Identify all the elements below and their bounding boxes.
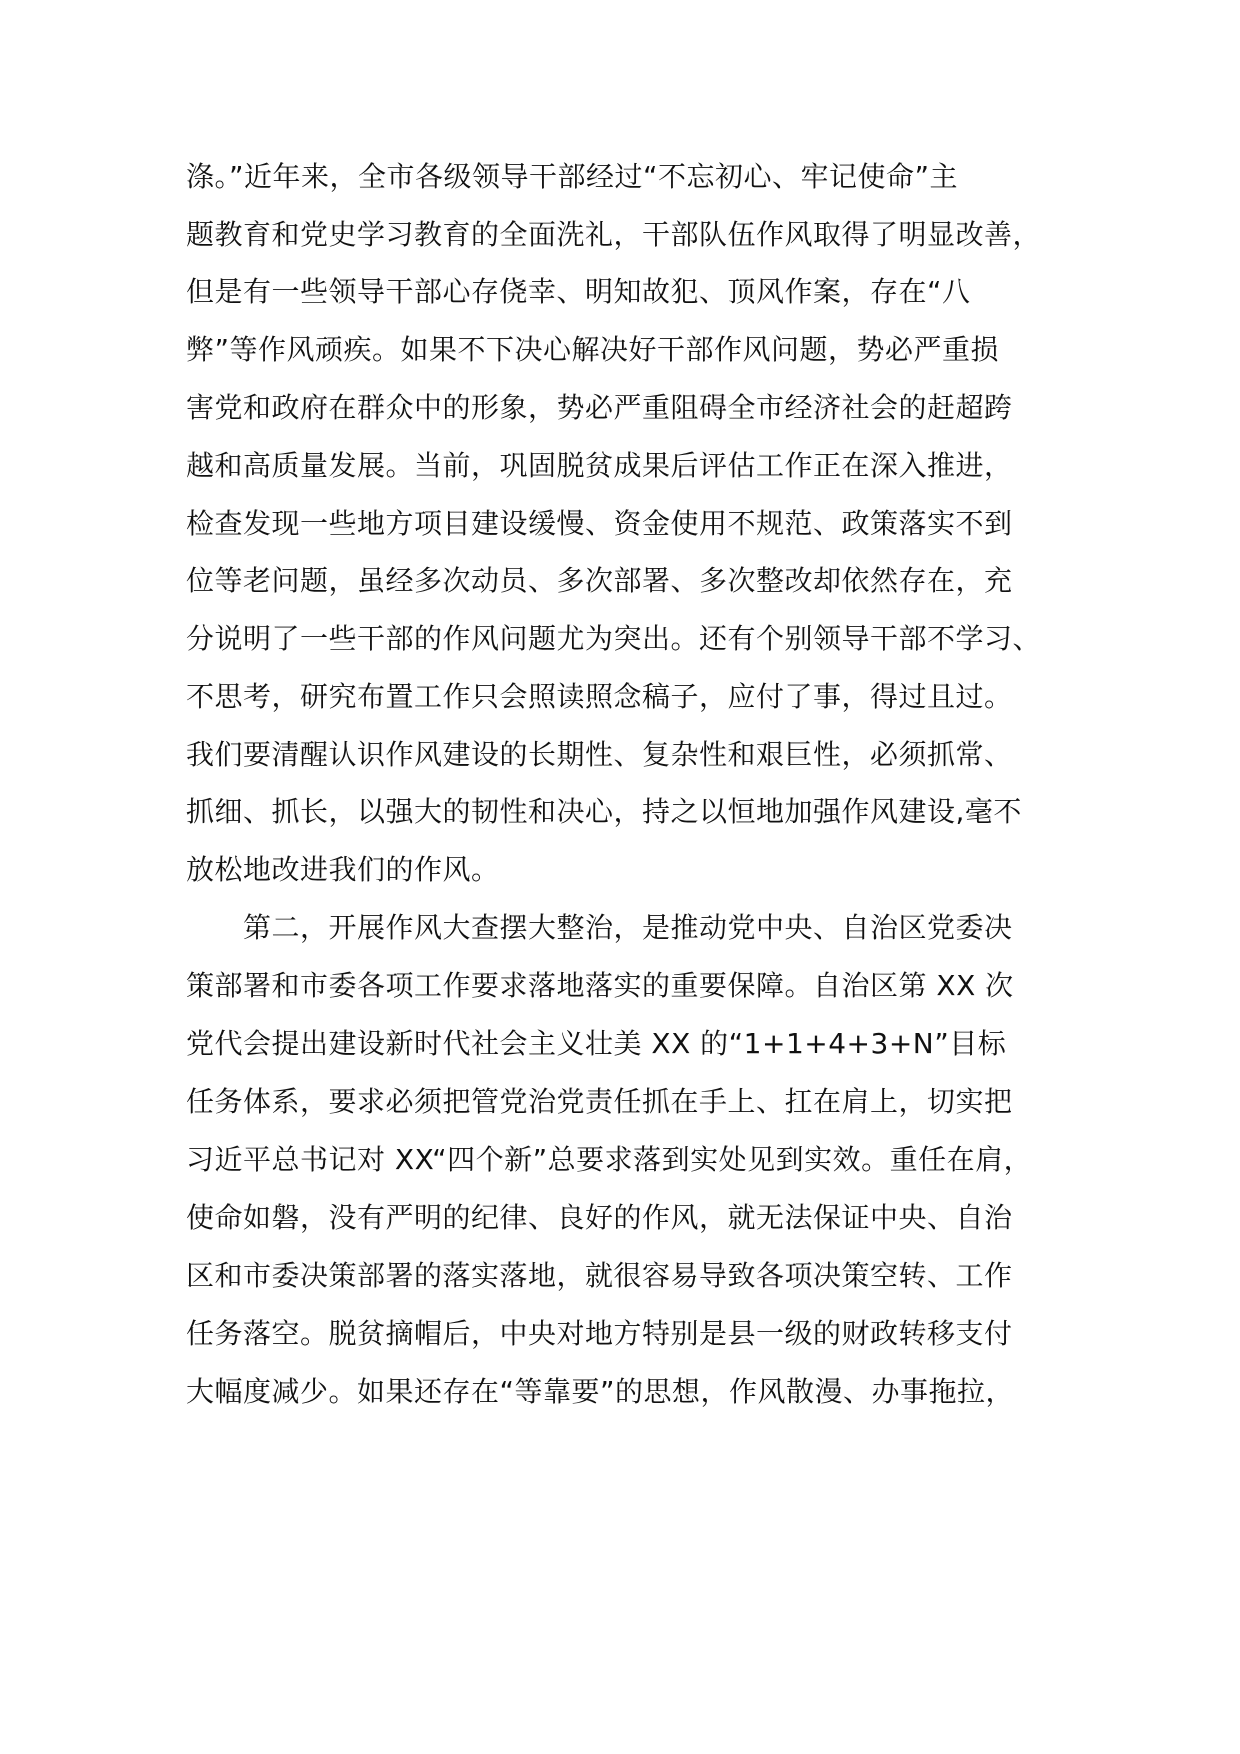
text-line: 党代会提出建设新时代社会主义壮美 XX 的“1+1+4+3+N”目标 xyxy=(186,1027,1007,1060)
text-line: 任务落空。脱贫摘帽后，中央对地方特别是县一级的财政转移支付 xyxy=(186,1317,1013,1350)
text-line: 题教育和党史学习教育的全面洗礼，干部队伍作风取得了明显改善， xyxy=(186,218,1042,251)
text-line: 使命如磐，没有严明的纪律、良好的作风，就无法保证中央、自治 xyxy=(186,1201,1013,1234)
text-line: 大幅度减少。如果还存在“等靠要”的思想，作风散漫、办事拖拉， xyxy=(186,1375,1015,1408)
paragraph-start-line: 第二，开展作风大查摆大整治，是推动党中央、自治区党委决 xyxy=(243,911,1013,944)
text-line: 检查发现一些地方项目建设缓慢、资金使用不规范、政策落实不到 xyxy=(186,507,1013,540)
text-line: 放松地改进我们的作风。 xyxy=(186,853,500,886)
text-line: 抓细、抓长，以强大的韧性和决心，持之以恒地加强作风建设,毫不 xyxy=(186,795,1022,828)
text-line: 涤。”近年来，全市各级领导干部经过“不忘初心、牢记使命”主 xyxy=(186,160,959,193)
text-line: 不思考，研究布置工作只会照读照念稿子，应付了事，得过且过。 xyxy=(186,680,1013,713)
text-line: 位等老问题，虽经多次动员、多次部署、多次整改却依然存在，充 xyxy=(186,564,1013,597)
text-line: 分说明了一些干部的作风问题尤为突出。还有个别领导干部不学习、 xyxy=(186,622,1042,655)
text-line: 弊”等作风顽疾。如果不下决心解决好干部作风问题，势必严重损 xyxy=(186,333,1000,366)
text-line: 区和市委决策部署的落实落地，就很容易导致各项决策空转、工作 xyxy=(186,1259,1013,1292)
text-line: 策部署和市委各项工作要求落地落实的重要保障。自治区第 XX 次 xyxy=(186,969,1014,1002)
text-line: 习近平总书记对 XX“四个新”总要求落到实处见到实效。重任在肩， xyxy=(186,1143,1033,1176)
text-line: 但是有一些领导干部心存侥幸、明知故犯、顶风作案，存在“八 xyxy=(186,275,971,308)
text-line: 害党和政府在群众中的形象，势必严重阻碍全市经济社会的赶超跨 xyxy=(186,391,1013,424)
text-line: 任务体系，要求必须把管党治党责任抓在手上、扛在肩上，切实把 xyxy=(186,1085,1013,1118)
text-line: 越和高质量发展。当前，巩固脱贫成果后评估工作正在深入推进， xyxy=(186,449,1013,482)
text-line: 我们要清醒认识作风建设的长期性、复杂性和艰巨性，必须抓常、 xyxy=(186,738,1013,771)
